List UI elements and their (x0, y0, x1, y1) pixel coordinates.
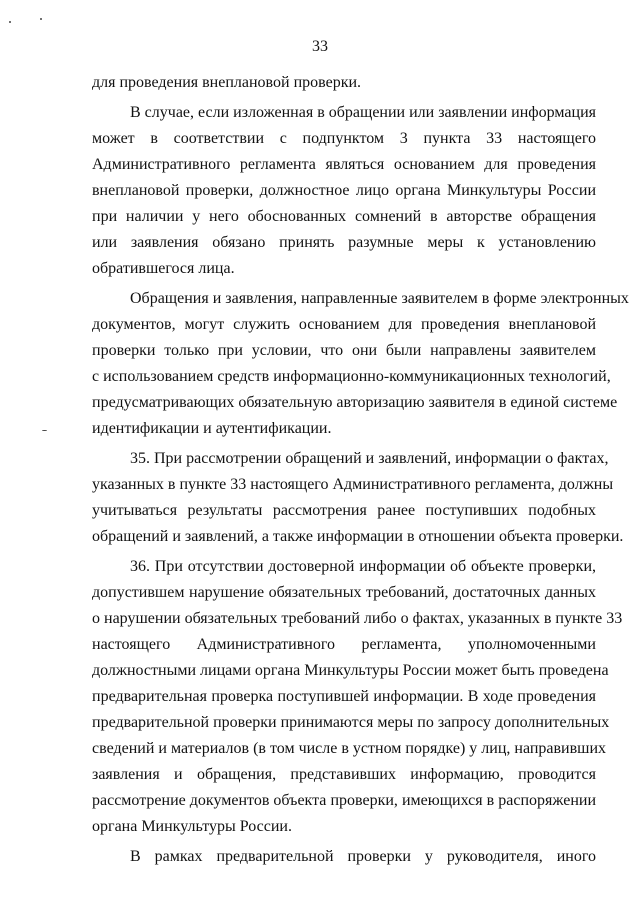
text-line: предусматривающих обязательную авторизацию заявителя в единой системе (92, 394, 618, 411)
text-line: документов, могут служить основанием для проведения внеплановой (92, 316, 596, 333)
text-line: Административного регламента являться основанием для проведения (92, 156, 596, 173)
paragraph-electronic-documents (92, 286, 629, 442)
text-line: сведений и материалов (в том числе в устном порядке) у лиц, направивших (92, 740, 607, 757)
text-line: органа Минкультуры России. (92, 818, 292, 835)
text-line: рассмотрение документов объекта проверки, имеющихся в распоряжении (92, 792, 596, 809)
text-line: внеплановой проверки, должностное лицо органа Минкультуры России (92, 182, 596, 199)
text-line: Обращения и заявления, направленные заявителем в форме электронных (130, 290, 629, 307)
text-line: В случае, если изложенная в обращении или заявлении информация (130, 104, 596, 121)
paragraph-continuation (92, 70, 596, 96)
text-line: предварительной проверки принимаются меры по запросу дополнительных (92, 714, 610, 731)
page-number: 33 (312, 38, 328, 55)
text-line: при наличии у него обоснованных сомнений в авторстве обращения (92, 208, 596, 225)
text-line: В рамках предварительной проверки у руководителя, иного (130, 848, 596, 865)
text-line: указанных в пункте 33 настоящего Административного регламента, должны (92, 476, 614, 493)
paragraph-preliminary-check (92, 844, 596, 870)
text-line: должностными лицами органа Минкультуры России может быть проведена (92, 662, 609, 679)
text-line: обратившегося лица. (92, 260, 235, 277)
text-line: проверки только при условии, что они были направлены заявителем (92, 342, 596, 359)
paragraph-doubtful-authorship (92, 100, 596, 282)
scan-speck (40, 18, 42, 20)
text-line: настоящего Административного регламента, уполномоченными (92, 636, 596, 653)
scan-speck (42, 430, 47, 431)
scan-speck (9, 21, 11, 23)
text-line: учитываться результаты рассмотрения ранее поступивших подобных (92, 502, 596, 519)
paragraph-36 (92, 554, 623, 840)
text-line: идентификации и аутентификации. (92, 420, 332, 437)
document-body (92, 70, 629, 870)
text-line: допустившем нарушение обязательных требований, достаточных данных (92, 584, 596, 601)
text-line: для проведения внеплановой проверки. (92, 74, 362, 91)
text-line: с использованием средств информационно-коммуникационных технологий, (92, 368, 611, 385)
text-line: заявления и обращения, представивших информацию, проводится (92, 766, 596, 783)
text-line: о нарушении обязательных требований либо о фактах, указанных в пункте 33 (92, 610, 623, 627)
text-line: предварительная проверка поступившей информации. В ходе проведения (92, 688, 596, 705)
text-line: 35. При рассмотрении обращений и заявлений, информации о фактах, (130, 450, 609, 467)
text-line: 36. При отсутствии достоверной информации об объекте проверки, (130, 558, 596, 575)
text-line: или заявления обязано принять разумные меры к установлению (92, 234, 596, 251)
paragraph-35 (92, 446, 624, 550)
text-line: обращений и заявлений, а также информации в отношении объекта проверки. (92, 528, 624, 545)
text-line: может в соответствии с подпунктом 3 пункта 33 настоящего (92, 130, 596, 147)
